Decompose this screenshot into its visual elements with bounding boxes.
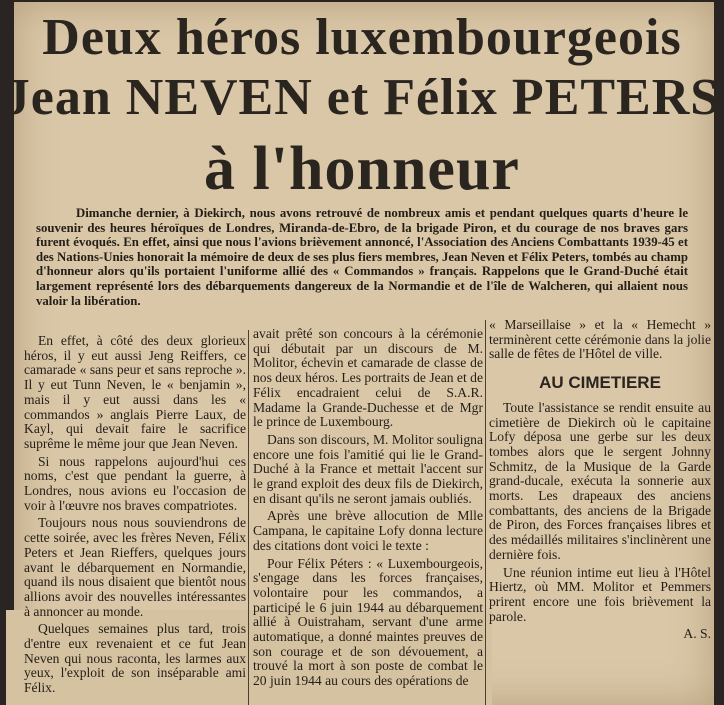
column2-paragraph: Pour Félix Péters : « Luxembourgeois, s'engage dans les forces françaises, volontaire pour les commandos, a participé le 6 juin 1944 au débarquement allié à Ouistraham, servant d'une arme automatique, a donné maintes preuves de son courage et de son dévouement, a trouvé la mort à son poste de combat le 20 juin 1944 au cours des opérations de — [253, 555, 483, 689]
lead-paragraph: Dimanche dernier, à Diekirch, nous avons retrouvé de nombreux amis et pendant quelques quarts d'heure le souvenir des heures héroïques de Londres, Miranda-de-Ebro, de la brigade Piron, et du courage de nos braves gars furent évoqués. En effet, ainsi que nous l'avions brièvement annoncé, l'Association des Anciens Combattants 1939-45 et des Nations-Unies honorait la mémoire de deux de ses plus fiers membres, Jean Neven et Félix Peters, tombés au champ d'honneur alors qu'ils portaient l'uniforme allié des « Commandos » français. Rappelons que le Grand-Duché était largement représenté lors des débarquements dangereux de la Normandie et de l'île de Walcheren, qui allaient nous valoir la libération. — [36, 206, 688, 308]
column1-paragraph: En effet, à côté des deux glorieux héros, il y eut aussi Jeng Reiffers, ce camarade « sans peur et sans reproche ». Il y eut Tunn Neven, le « benjamin », mais il y eut aussi dans les « commandos » anglais Pierre Laux, de Kayl, qui devait faire le sacrifice suprême le même jour que Jean Neven. — [24, 333, 246, 451]
column2-paragraph: Dans son discours, M. Molitor souligna encore une fois l'amitié qui lie le Grand-Duché à la France et mettait l'accent sur le grand exploit des deux fils de Diekirch, en disant qu'ils ne seront jamais oubliés. — [253, 431, 483, 506]
subheading-cimetiere: AU CIMETIERE — [539, 373, 661, 393]
column-divider-1 — [248, 330, 249, 705]
column1-paragraph: Quelques semaines plus tard, trois d'entre eux revenaient et ce fut Jean Neven qui nous raconta, les larmes aux yeux, l'exploit de son inséparable ami Félix. — [24, 621, 246, 696]
column1-paragraph: Si nous rappelons aujourd'hui ces noms, c'est que pendant la guerre, à Londres, nous avions eu l'occasion de voir à l'œuvre nos braves compatriotes. — [24, 453, 246, 513]
column2-paragraph: avait prêté son concours à la cérémonie qui débutait par un discours de M. Molitor, échevin et camarade de classe de nos deux héros. Les portraits de Jean et de Félix encadraient celui de S.A.R. Madame la Grande-Duchesse et de Mgr le prince de Luxembourg. — [253, 326, 483, 430]
column3-paragraph: Toute l'assistance se rendit ensuite au cimetière de Diekirch où le capitaine Lofy déposa une gerbe sur les deux tombes alors que le sergent Johnny Schmitz, de la Musique de la Garde grand-ducale, exécuta la sonnerie aux morts. Les drapeaux des anciens combattants, des anciens de la Brigade de Piron, des Forces françaises libres et des médaillés militaires s'inclinèrent une dernière fois. — [489, 399, 711, 562]
author-signature: A. S. — [683, 626, 711, 642]
headline-line-2: Jean NEVEN et Félix PETERS — [3, 69, 721, 126]
headline-line-1: Deux héros luxembourgeois — [42, 9, 682, 66]
article-column-2 — [253, 327, 483, 692]
column-divider-2 — [485, 320, 486, 705]
column1-paragraph: Toujours nous nous souviendrons de cette soirée, avec les frères Neven, Félix Peters et Jean Rieffers, quelques jours avant le débarquement en Normandie, quand ils nous disaient que bientôt nous allions avoir des nouvelles intéressantes à annoncer au monde. — [24, 515, 246, 619]
article-column-1 — [24, 334, 246, 699]
column3-paragraph: « Marseillaise » et la « Hemecht » terminèrent cette cérémonie dans la jolie salle de fêtes de l'Hôtel de ville. — [489, 317, 711, 362]
headline-line-3: à l'honneur — [204, 135, 520, 203]
article-column-3 — [489, 318, 711, 642]
column3-paragraph: Une réunion intime eut lieu à l'Hôtel Hiertz, où MM. Molitor et Pemmers prirent encore une fois brièvement la parole. — [489, 564, 711, 624]
column2-paragraph: Après une brève allocution de Mlle Campana, le capitaine Lofy donna lecture des citations dont voici le texte : — [253, 508, 483, 553]
